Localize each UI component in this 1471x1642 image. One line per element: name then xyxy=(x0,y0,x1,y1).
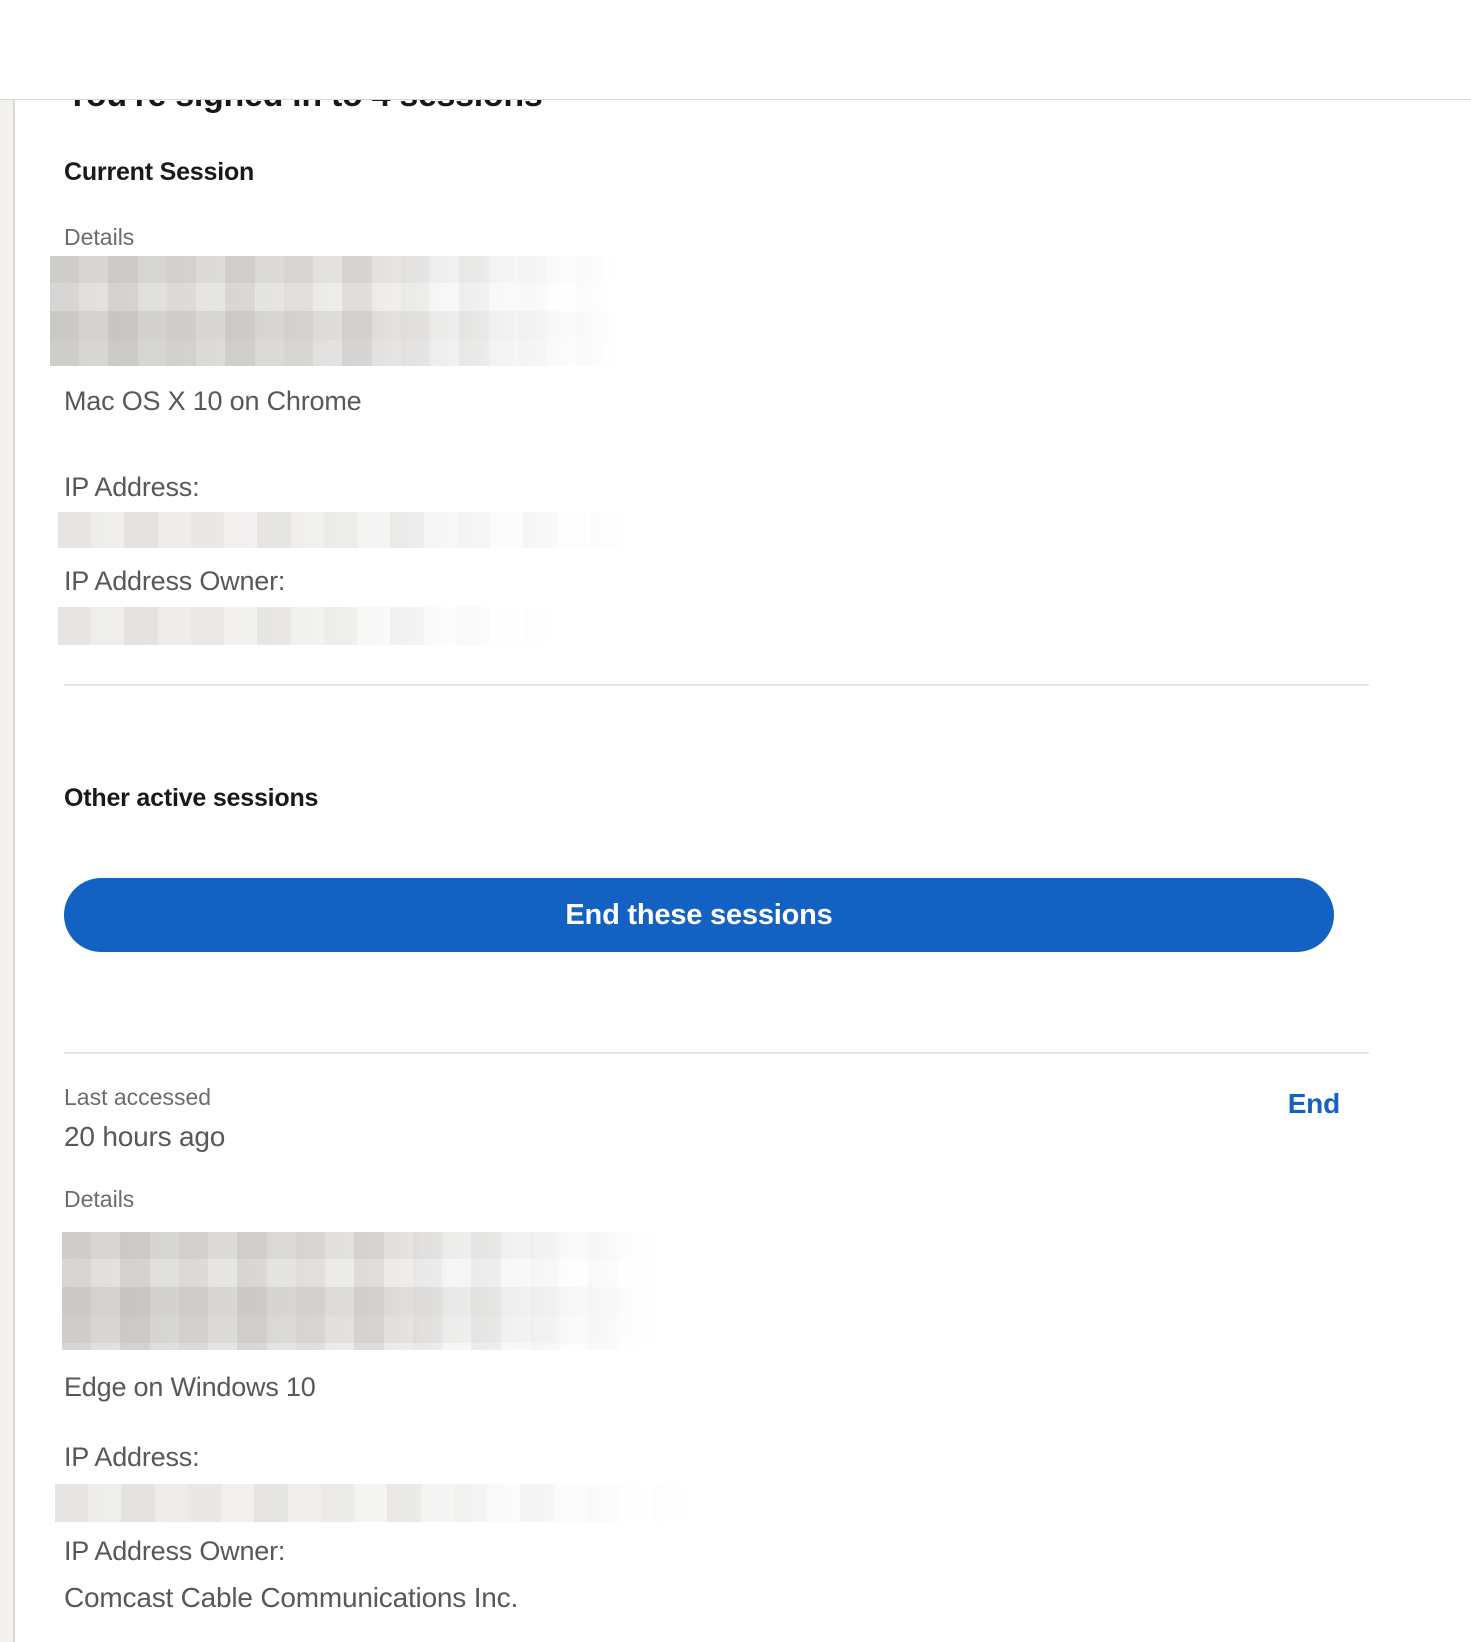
details-label: Details xyxy=(64,224,135,250)
last-accessed-label: Last accessed xyxy=(64,1084,212,1110)
ip-address-label: IP Address: xyxy=(64,472,200,502)
current-session-heading: Current Session xyxy=(64,158,255,186)
device-name-2: Edge on Windows 10 xyxy=(64,1372,316,1402)
session-divider xyxy=(64,1052,1369,1054)
other-sessions-heading: Other active sessions xyxy=(64,784,319,812)
page-gutter xyxy=(0,100,13,1642)
ip-owner-label: IP Address Owner: xyxy=(64,566,286,596)
sticky-header-band xyxy=(0,0,1471,100)
ip-owner-value-2: Comcast Cable Communications Inc. xyxy=(64,1582,519,1613)
last-accessed-value: 20 hours ago xyxy=(64,1121,226,1152)
redacted-user-agent-block-2 xyxy=(62,1232,662,1350)
redacted-ip-address-2 xyxy=(55,1484,695,1522)
redacted-user-agent-block xyxy=(50,256,625,366)
panel-left-border xyxy=(13,100,15,1642)
end-session-link[interactable]: End xyxy=(1287,1088,1340,1119)
end-these-sessions-button[interactable] xyxy=(64,878,1334,952)
device-name: Mac OS X 10 on Chrome xyxy=(64,386,362,416)
section-divider xyxy=(64,684,1369,686)
details-label-2: Details xyxy=(64,1186,135,1212)
redacted-ip-owner xyxy=(58,607,558,645)
redacted-ip-address xyxy=(58,512,653,548)
ip-owner-label-2: IP Address Owner: xyxy=(64,1536,286,1566)
end-these-sessions-label: End these sessions xyxy=(565,898,833,931)
ip-address-label-2: IP Address: xyxy=(64,1442,200,1472)
